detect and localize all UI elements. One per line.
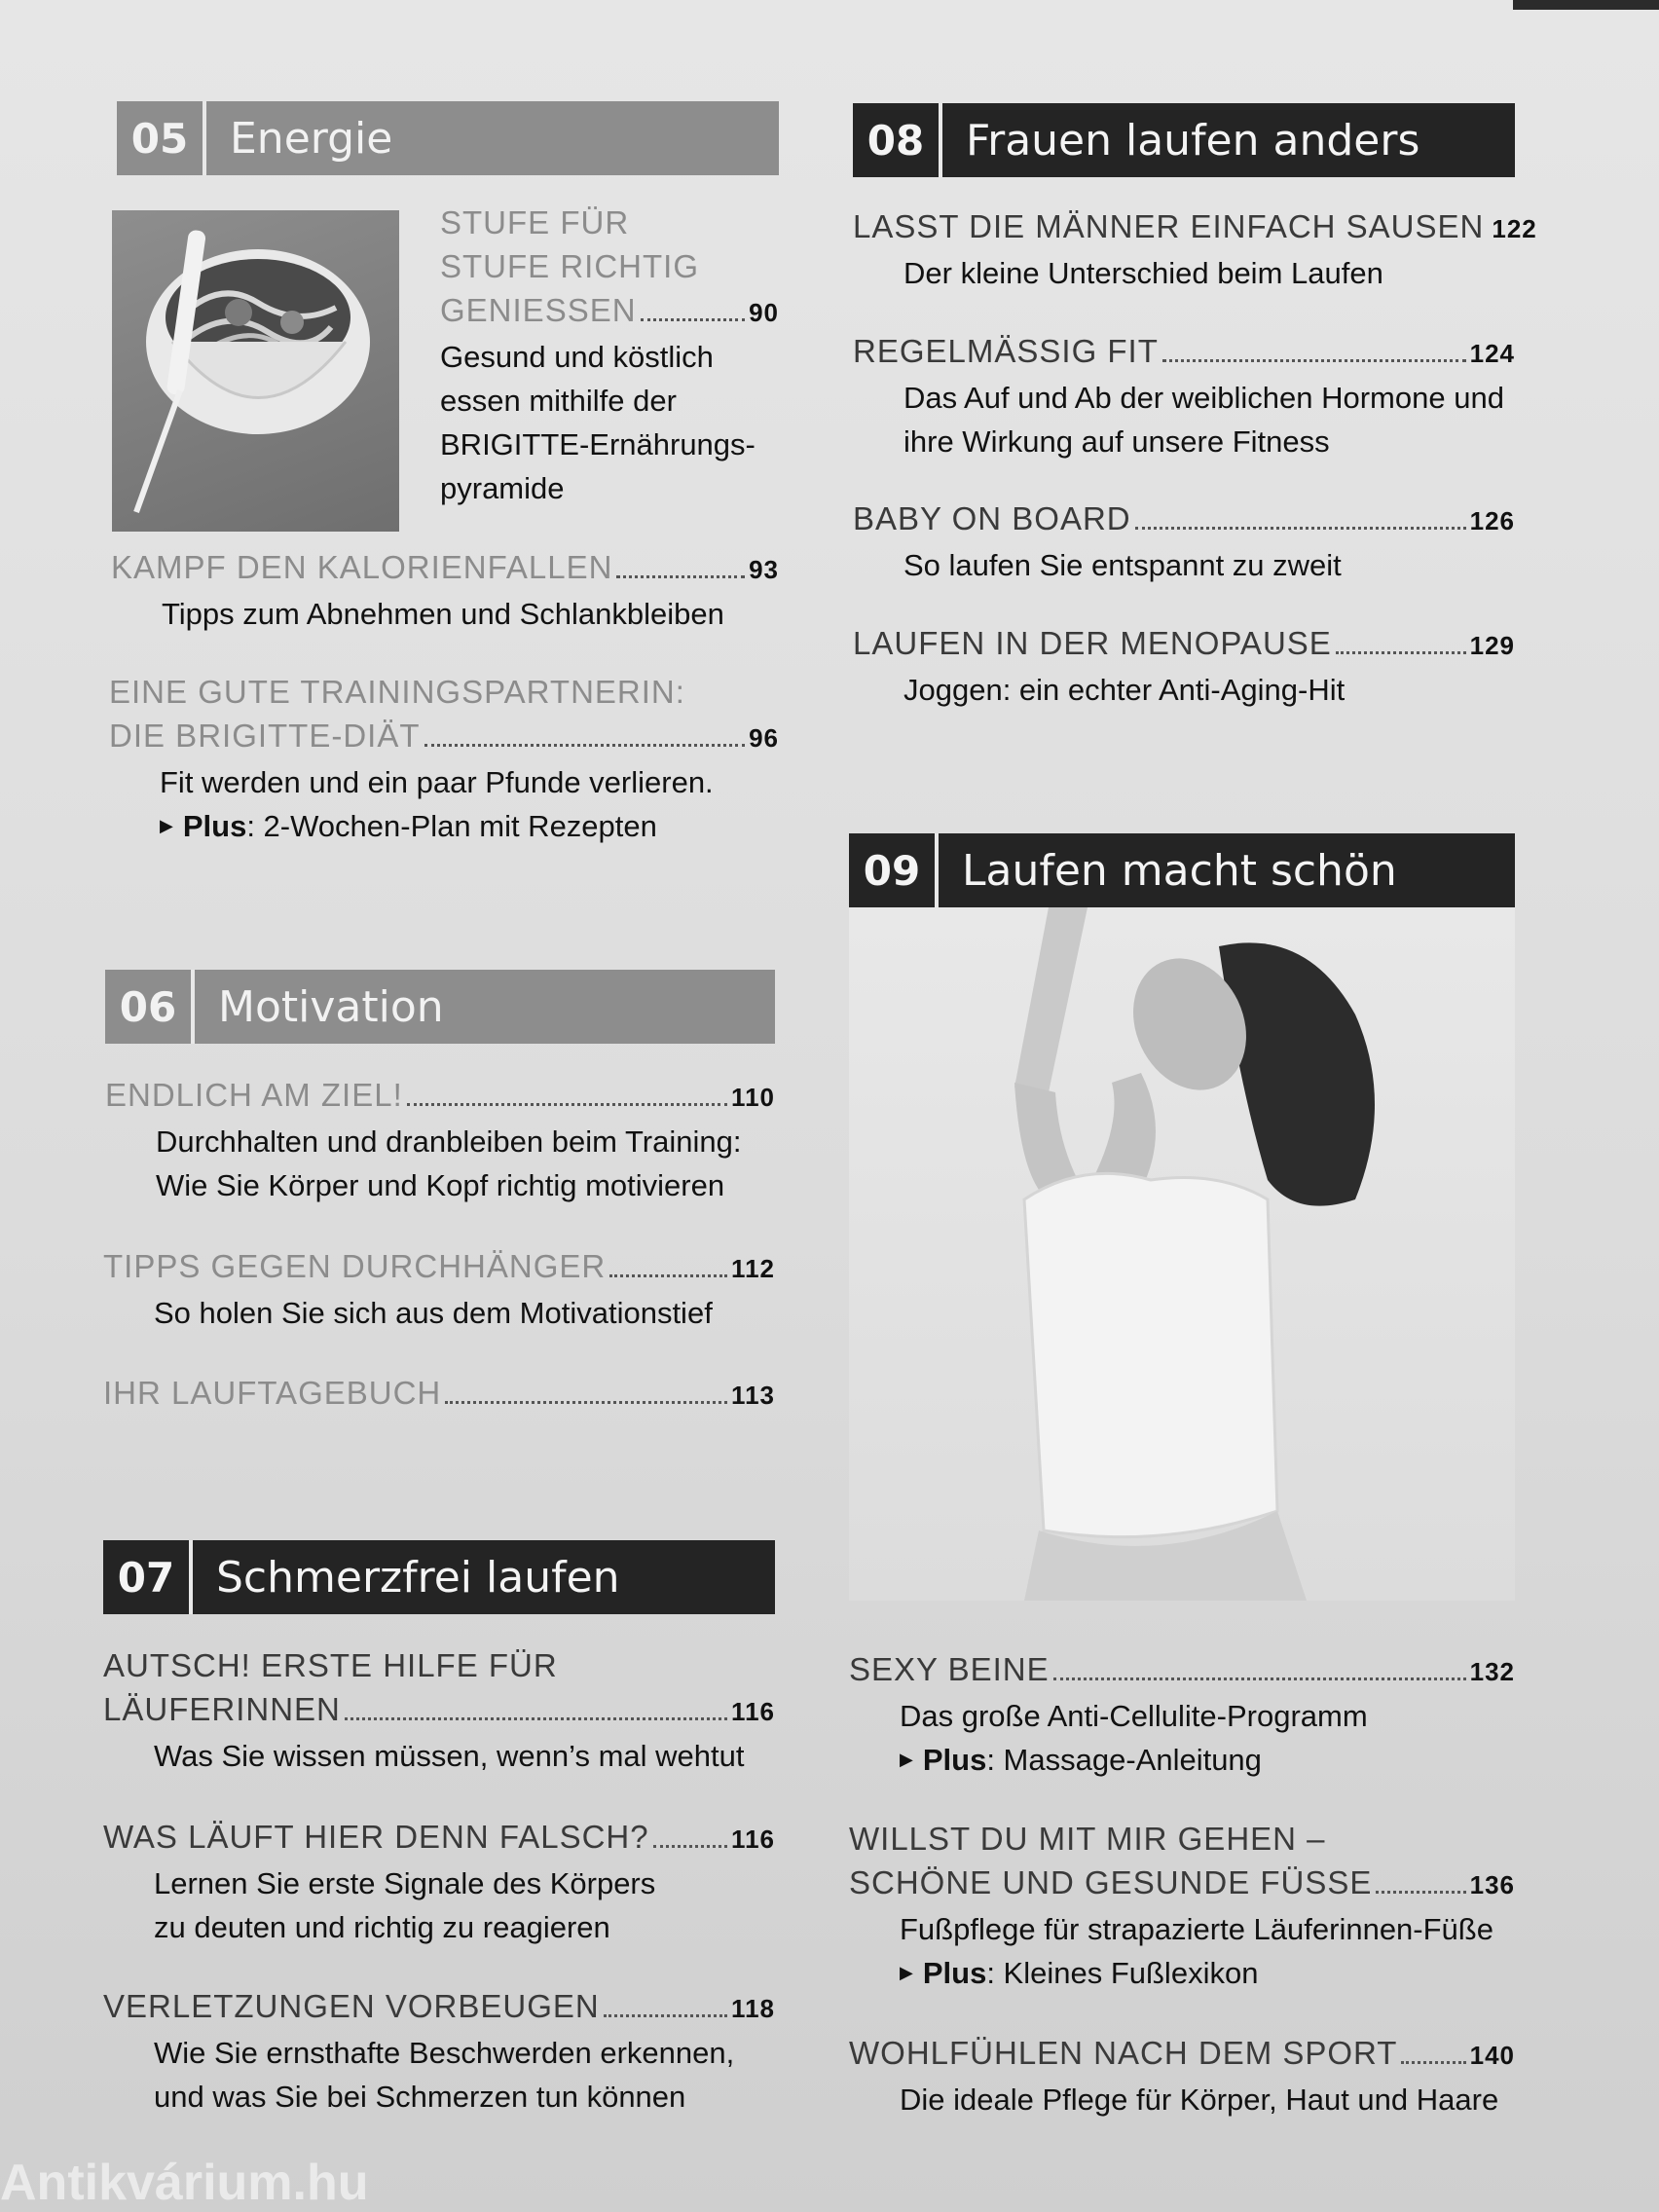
page-number: 118 [731,1994,775,2023]
entry-title: TIPPS GEGEN DURCHHÄNGER [103,1248,607,1284]
entry-title-line: DIE BRIGITTE-DIÄT [109,718,421,754]
page-number: 96 [749,723,779,753]
dot-leader [345,1717,727,1720]
page-number: 113 [731,1381,775,1410]
dot-leader [609,1274,727,1277]
page-number: 90 [749,298,779,327]
page-number: 93 [749,555,779,584]
plus-line [849,1738,1515,1782]
dot-leader [1401,2061,1465,2064]
section-header-energie [117,101,779,175]
toc-entry-kampf[interactable] [111,545,779,636]
plus-text: : 2-Wochen-Plan mit Rezepten [246,809,657,843]
page-number: 136 [1469,1870,1515,1899]
entry-title: IHR LAUFTAGEBUCH [103,1375,442,1411]
entry-description: BRIGITTE-Ernährungs- [440,427,756,461]
entry-title: BABY ON BOARD [853,500,1131,536]
watermark: Antikvárium.hu [0,2155,369,2211]
entry-title-line: STUFE FÜR [440,204,630,240]
toc-entry-stufe[interactable] [440,201,779,510]
section-title: Motivation [218,981,444,1032]
entry-title-line: EINE GUTE TRAININGSPARTNERIN: [109,674,685,710]
section-title: Frauen laufen anders [966,115,1420,166]
entry-title: WOHLFÜHLEN NACH DEM SPORT [849,2035,1398,2071]
entry-description: Gesund und köstlich [440,340,714,374]
page-number: 110 [731,1083,775,1112]
toc-entry-maenner[interactable] [853,204,1537,295]
triangle-right-icon: ▶ [160,816,173,835]
dot-leader [407,1103,727,1106]
dot-leader [1162,359,1466,362]
entry-description: ihre Wirkung auf unsere Fitness [903,424,1330,459]
toc-entry-baby[interactable] [853,497,1515,587]
dot-leader [604,2014,727,2017]
entry-title: KAMPF DEN KALORIENFALLEN [111,549,613,585]
toc-entry-beine[interactable] [849,1647,1515,1782]
dot-leader [1135,527,1466,530]
page-number: 112 [731,1254,775,1283]
entry-description: Lernen Sie erste Signale des Körpers [154,1866,656,1900]
entry-description: essen mithilfe der [440,384,677,418]
dot-leader [1376,1891,1465,1894]
entry-title: VERLETZUNGEN VORBEUGEN [103,1988,600,2024]
section-header-motivation [105,970,775,1044]
page-number: 116 [731,1825,775,1854]
food-bowl-photo [112,210,399,532]
toc-entry-autsch[interactable] [103,1643,775,1778]
page-number: 140 [1469,2041,1515,2070]
section-header-laufen-schoen [849,833,1515,907]
entry-description: Die ideale Pflege für Körper, Haut und Haare [900,2083,1499,2117]
woman-stretching-photo [849,907,1515,1601]
entry-description: Der kleine Unterschied beim Laufen [903,256,1383,290]
entry-title-line: STUFE RICHTIG [440,248,699,284]
entry-description: Joggen: ein echter Anti-Aging-Hit [903,673,1346,707]
dot-leader [1053,1677,1466,1680]
section-number: 05 [117,101,206,175]
plus-label: Plus [922,1956,987,1990]
entry-title: REGELMÄSSIG FIT [853,333,1159,369]
entry-title-line: LÄUFERINNEN [103,1691,341,1727]
page-number: 129 [1469,631,1515,660]
toc-entry-tipps[interactable] [103,1244,775,1335]
entry-description: Fit werden und ein paar Pfunde verlieren. [160,765,714,799]
entry-title-line: AUTSCH! ERSTE HILFE FÜR [103,1647,558,1683]
dot-leader [445,1401,727,1404]
toc-entry-fuesse[interactable] [849,1817,1515,1995]
section-number: 08 [853,103,942,177]
page-number: 122 [1492,214,1537,243]
page-number: 116 [731,1697,775,1726]
section-header-frauen [853,103,1515,177]
section-title: Laufen macht schön [962,845,1397,896]
dot-leader [653,1845,727,1848]
dot-leader [424,744,746,747]
plus-line [109,804,779,848]
section-number: 09 [849,833,939,907]
entry-title-line: GENIESSEN [440,292,637,328]
page-number: 124 [1469,339,1515,368]
entry-description: Wie Sie ernsthafte Beschwerden erkennen, [154,2036,735,2070]
entry-description: zu deuten und richtig zu reagieren [154,1910,610,1944]
section-title: Schmerzfrei laufen [216,1552,620,1603]
entry-title: ENDLICH AM ZIEL! [105,1077,403,1113]
toc-entry-fit[interactable] [853,329,1515,463]
section-number: 06 [105,970,195,1044]
entry-description: Das große Anti-Cellulite-Programm [900,1699,1368,1733]
entry-title: LAUFEN IN DER MENOPAUSE [853,625,1332,661]
page-number: 126 [1469,506,1515,535]
toc-entry-partner[interactable] [109,670,779,848]
section-title: Energie [230,113,393,164]
triangle-right-icon: ▶ [900,1750,913,1769]
toc-entry-tagebuch[interactable] [103,1371,775,1418]
dot-leader [1336,651,1466,654]
plus-text: : Massage-Anleitung [986,1743,1262,1777]
entry-description: pyramide [440,471,565,505]
section-header-schmerzfrei [103,1540,775,1614]
dot-leader [641,318,746,321]
entry-description: und was Sie bei Schmerzen tun können [154,2080,686,2114]
plus-label: Plus [182,809,247,843]
plus-text: : Kleines Fußlexikon [986,1956,1259,1990]
entry-description: So holen Sie sich aus dem Motivationstief [154,1296,713,1330]
entry-description: Wie Sie Körper und Kopf richtig motivieren [156,1168,725,1202]
entry-description: Das Auf und Ab der weiblichen Hormone und [903,381,1504,415]
dot-leader [616,575,745,578]
toc-entry-verletz[interactable] [103,1984,775,2119]
corner-mark [1513,0,1659,10]
entry-description: Tipps zum Abnehmen und Schlankbleiben [162,597,724,631]
entry-title: WAS LÄUFT HIER DENN FALSCH? [103,1819,649,1855]
toc-entry-falsch[interactable] [103,1815,775,1949]
triangle-right-icon: ▶ [900,1963,913,1982]
toc-entry-meno[interactable] [853,621,1515,712]
entry-description: Was Sie wissen müssen, wenn’s mal wehtut [154,1739,745,1773]
entry-description: So laufen Sie entspannt zu zweit [903,548,1342,582]
toc-entry-wohl[interactable] [849,2031,1515,2121]
entry-title-line: WILLST DU MIT MIR GEHEN – [849,1821,1326,1857]
page-number: 132 [1469,1657,1515,1686]
entry-title: SEXY BEINE [849,1651,1050,1687]
entry-title: LASST DIE MÄNNER EINFACH SAUSEN [853,208,1485,244]
entry-description: Durchhalten und dranbleiben beim Training: [156,1124,742,1159]
toc-entry-ziel[interactable] [105,1073,775,1207]
plus-label: Plus [922,1743,987,1777]
entry-title-line: SCHÖNE UND GESUNDE FÜSSE [849,1864,1373,1900]
plus-line [849,1951,1515,1995]
entry-description: Fußpflege für strapazierte Läuferinnen-Füße [900,1912,1493,1946]
section-number: 07 [103,1540,193,1614]
